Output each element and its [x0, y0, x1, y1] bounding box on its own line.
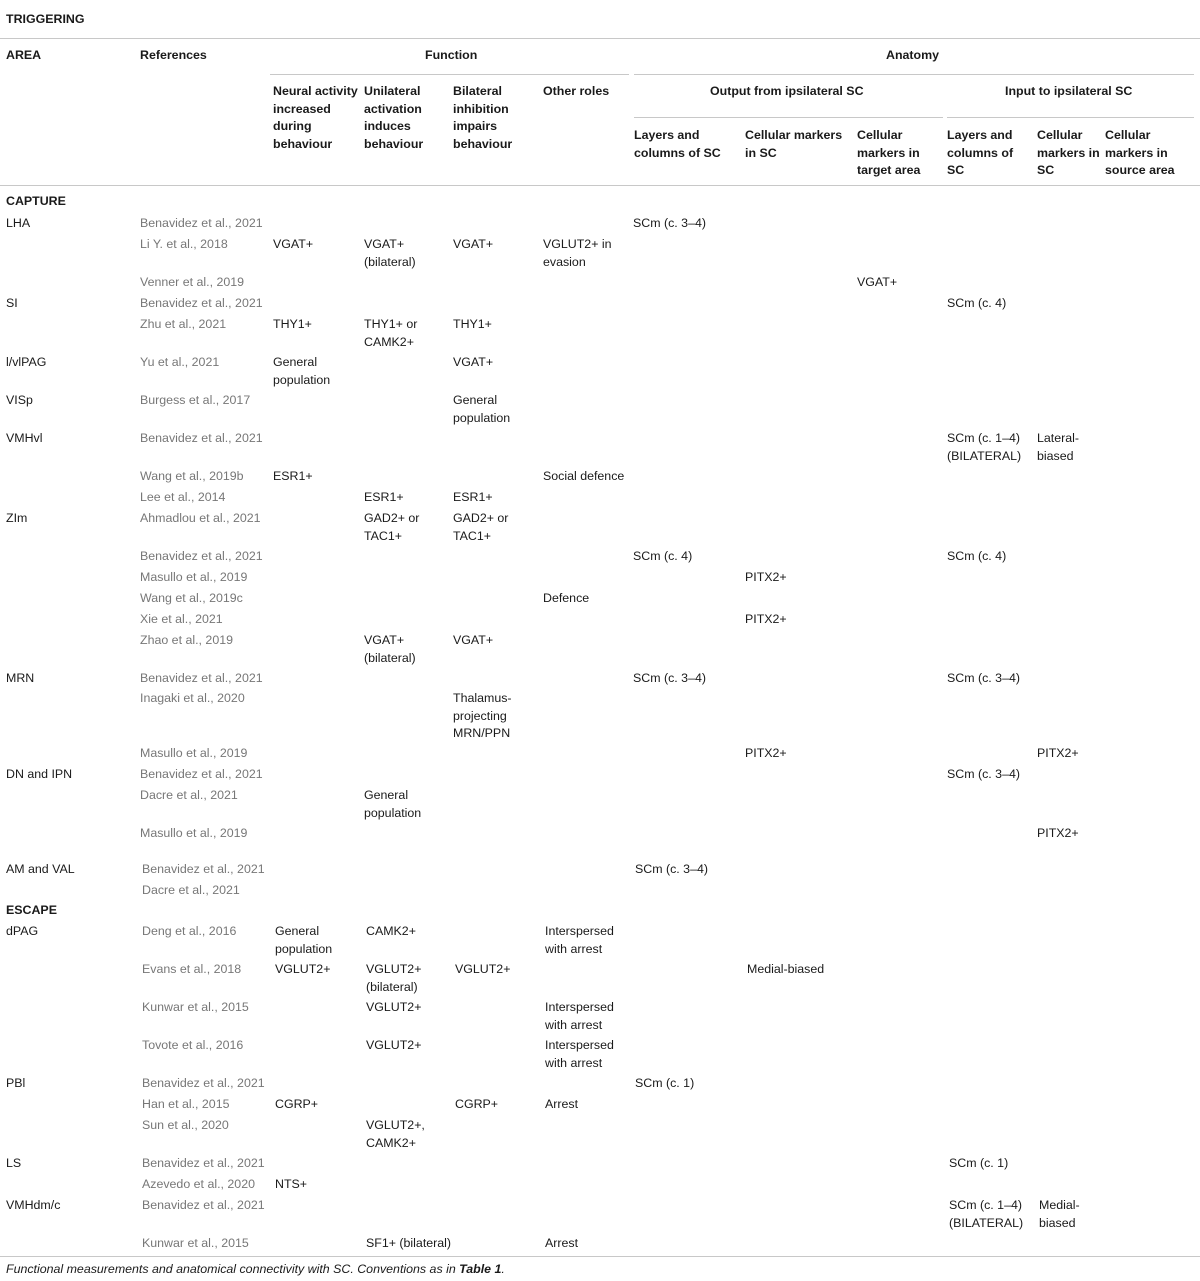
reference-cell: Dacre et al., 2021	[140, 788, 238, 802]
area-cell: VMHdm/c	[6, 1198, 61, 1212]
reference-cell: Wang et al., 2019b	[140, 469, 244, 483]
unilateral-activation-cell: General population	[364, 788, 422, 820]
rule-function	[270, 74, 629, 75]
reference-cell: Benavidez et al., 2021	[140, 767, 263, 781]
input-cell-markers-sc-cell: PITX2+	[1037, 746, 1079, 760]
reference-cell: Sun et al., 2020	[142, 1118, 229, 1132]
rule-bottom	[0, 1256, 1200, 1257]
header-input: Input to ipsilateral SC	[1005, 84, 1133, 98]
output-layers-cell: SCm (c. 1)	[635, 1076, 695, 1090]
header-function: Function	[425, 48, 478, 62]
other-roles-cell: Interspersed with arrest	[545, 1000, 614, 1032]
unilateral-activation-cell: SF1+ (bilateral)	[366, 1236, 452, 1250]
area-cell: ZIm	[6, 511, 28, 525]
input-cell-markers-sc-cell: Lateral- biased	[1037, 431, 1080, 463]
reference-cell: Benavidez et al., 2021	[142, 1198, 265, 1212]
reference-cell: Kunwar et al., 2015	[142, 1236, 249, 1250]
reference-cell: Benavidez et al., 2021	[140, 671, 263, 685]
unilateral-activation-cell: THY1+ or CAMK2+	[364, 317, 418, 349]
bilateral-inhibition-cell: VGAT+	[453, 355, 494, 369]
output-layers-cell: SCm (c. 4)	[633, 549, 693, 563]
header-in-layers: Layers and columns of SC	[947, 128, 1014, 177]
input-layers-cell: SCm (c. 4)	[947, 296, 1007, 310]
reference-cell: Benavidez et al., 2021	[140, 549, 263, 563]
rule-input	[947, 117, 1194, 118]
table-title: TRIGGERING	[6, 12, 85, 26]
reference-cell: Deng et al., 2016	[142, 924, 237, 938]
area-cell: LS	[6, 1156, 22, 1170]
reference-cell: Zhu et al., 2021	[140, 317, 227, 331]
header-output: Output from ipsilateral SC	[710, 84, 864, 98]
neural-activity-cell: ESR1+	[273, 469, 313, 483]
unilateral-activation-cell: VGLUT2+	[366, 1000, 422, 1014]
area-cell: VMHvl	[6, 431, 43, 445]
other-roles-cell: Interspersed with arrest	[545, 1038, 614, 1070]
bilateral-inhibition-cell: THY1+	[453, 317, 492, 331]
area-cell: DN and IPN	[6, 767, 73, 781]
rule-top	[0, 38, 1200, 39]
neural-activity-cell: CGRP+	[275, 1097, 319, 1111]
bilateral-inhibition-cell: ESR1+	[453, 490, 493, 504]
neural-activity-cell: General population	[275, 924, 333, 956]
input-layers-cell: SCm (c. 1)	[949, 1156, 1009, 1170]
reference-cell: Yu et al., 2021	[140, 355, 220, 369]
reference-cell: Zhao et al., 2019	[140, 633, 233, 647]
input-layers-cell: SCm (c. 3–4)	[947, 671, 1020, 685]
reference-cell: Lee et al., 2014	[140, 490, 226, 504]
unilateral-activation-cell: CAMK2+	[366, 924, 416, 938]
reference-cell: Ahmadlou et al., 2021	[140, 511, 261, 525]
reference-cell: Wang et al., 2019c	[140, 591, 243, 605]
bilateral-inhibition-cell: VGAT+	[453, 237, 494, 251]
reference-cell: Han et al., 2015	[142, 1097, 230, 1111]
header-neural-activity: Neural activity increased during behaviour	[273, 84, 358, 151]
input-layers-cell: SCm (c. 4)	[947, 549, 1007, 563]
reference-cell: Masullo et al., 2019	[140, 746, 248, 760]
output-layers-cell: SCm (c. 3–4)	[635, 862, 708, 876]
neural-activity-cell: THY1+	[273, 317, 312, 331]
unilateral-activation-cell: VGAT+ (bilateral)	[364, 633, 416, 665]
other-roles-cell: VGLUT2+ in evasion	[543, 237, 612, 269]
header-references: References	[140, 48, 207, 62]
area-cell: AM and VAL	[6, 862, 75, 876]
header-out-cell-sc: Cellular markers in SC	[745, 128, 843, 160]
reference-cell: Benavidez et al., 2021	[142, 1076, 265, 1090]
neural-activity-cell: General population	[273, 355, 331, 387]
area-cell: MRN	[6, 671, 35, 685]
caption-table-link[interactable]: Table 1	[459, 1262, 502, 1276]
reference-cell: Xie et al., 2021	[140, 612, 223, 626]
reference-cell: Kunwar et al., 2015	[142, 1000, 249, 1014]
output-cell-markers-target-cell: VGAT+	[857, 275, 898, 289]
reference-cell: Tovote et al., 2016	[142, 1038, 244, 1052]
other-roles-cell: Interspersed with arrest	[545, 924, 614, 956]
input-layers-cell: SCm (c. 3–4)	[947, 767, 1020, 781]
area-cell: LHA	[6, 216, 31, 230]
area-cell: SI	[6, 296, 18, 310]
bilateral-inhibition-cell: Thalamus- projecting MRN/PPN	[453, 691, 512, 740]
output-layers-cell: SCm (c. 3–4)	[633, 216, 706, 230]
bilateral-inhibition-cell: VGAT+	[453, 633, 494, 647]
reference-cell: Evans et al., 2018	[142, 962, 242, 976]
area-cell: VISp	[6, 393, 33, 407]
output-layers-cell: SCm (c. 3–4)	[633, 671, 706, 685]
output-cell-markers-sc-cell: Medial-biased	[747, 962, 825, 976]
bilateral-inhibition-cell: General population	[453, 393, 511, 425]
input-cell-markers-sc-cell: PITX2+	[1037, 826, 1079, 840]
neural-activity-cell: NTS+	[275, 1177, 308, 1191]
output-cell-markers-sc-cell: PITX2+	[745, 746, 787, 760]
reference-cell: Masullo et al., 2019	[140, 826, 248, 840]
header-area: AREA	[6, 48, 42, 62]
input-layers-cell: SCm (c. 1–4) (BILATERAL)	[949, 1198, 1024, 1230]
header-anatomy: Anatomy	[886, 48, 940, 62]
header-bilateral-inhibition: Bilateral inhibition impairs behaviour	[453, 84, 513, 151]
section-capture: CAPTURE	[6, 194, 66, 208]
header-out-cell-target: Cellular markers in target area	[857, 128, 921, 177]
reference-cell: Dacre et al., 2021	[142, 883, 240, 897]
reference-cell: Inagaki et al., 2020	[140, 691, 245, 705]
header-unilateral-activation: Unilateral activation induces behaviour	[364, 84, 424, 151]
reference-cell: Burgess et al., 2017	[140, 393, 251, 407]
neural-activity-cell: VGAT+	[273, 237, 314, 251]
reference-cell: Venner et al., 2019	[140, 275, 245, 289]
reference-cell: Azevedo et al., 2020	[142, 1177, 255, 1191]
output-cell-markers-sc-cell: PITX2+	[745, 612, 787, 626]
header-out-layers: Layers and columns of SC	[634, 128, 721, 160]
unilateral-activation-cell: VGAT+ (bilateral)	[364, 237, 416, 269]
rule-header-bottom	[0, 185, 1200, 186]
area-cell: l/vlPAG	[6, 355, 47, 369]
output-cell-markers-sc-cell: PITX2+	[745, 570, 787, 584]
header-in-cell-sc: Cellular markers in SC	[1037, 128, 1100, 177]
bilateral-inhibition-cell: CGRP+	[455, 1097, 499, 1111]
other-roles-cell: Arrest	[545, 1236, 579, 1250]
reference-cell: Li Y. et al., 2018	[140, 237, 228, 251]
neural-activity-cell: VGLUT2+	[275, 962, 331, 976]
reference-cell: Benavidez et al., 2021	[142, 1156, 265, 1170]
reference-cell: Benavidez et al., 2021	[140, 431, 263, 445]
input-cell-markers-sc-cell: Medial- biased	[1039, 1198, 1080, 1230]
header-other-roles: Other roles	[543, 84, 610, 98]
area-cell: PBl	[6, 1076, 26, 1090]
other-roles-cell: Defence	[543, 591, 590, 605]
unilateral-activation-cell: GAD2+ or TAC1+	[364, 511, 420, 543]
header-in-cell-source: Cellular markers in source area	[1105, 128, 1175, 177]
reference-cell: Benavidez et al., 2021	[142, 862, 265, 876]
unilateral-activation-cell: VGLUT2+ (bilateral)	[366, 962, 422, 994]
input-layers-cell: SCm (c. 1–4) (BILATERAL)	[947, 431, 1022, 463]
other-roles-cell: Arrest	[545, 1097, 579, 1111]
table-caption: Functional measurements and anatomical connectivity with SC. Conventions as in Table 1.	[6, 1262, 505, 1276]
unilateral-activation-cell: ESR1+	[364, 490, 404, 504]
bilateral-inhibition-cell: VGLUT2+	[455, 962, 511, 976]
section-escape: ESCAPE	[6, 903, 57, 917]
reference-cell: Masullo et al., 2019	[140, 570, 248, 584]
unilateral-activation-cell: VGLUT2+, CAMK2+	[366, 1118, 425, 1150]
reference-cell: Benavidez et al., 2021	[140, 216, 263, 230]
rule-anatomy	[634, 74, 1194, 75]
bilateral-inhibition-cell: GAD2+ or TAC1+	[453, 511, 509, 543]
unilateral-activation-cell: VGLUT2+	[366, 1038, 422, 1052]
other-roles-cell: Social defence	[543, 469, 625, 483]
reference-cell: Benavidez et al., 2021	[140, 296, 263, 310]
rule-output	[634, 117, 943, 118]
area-cell: dPAG	[6, 924, 39, 938]
